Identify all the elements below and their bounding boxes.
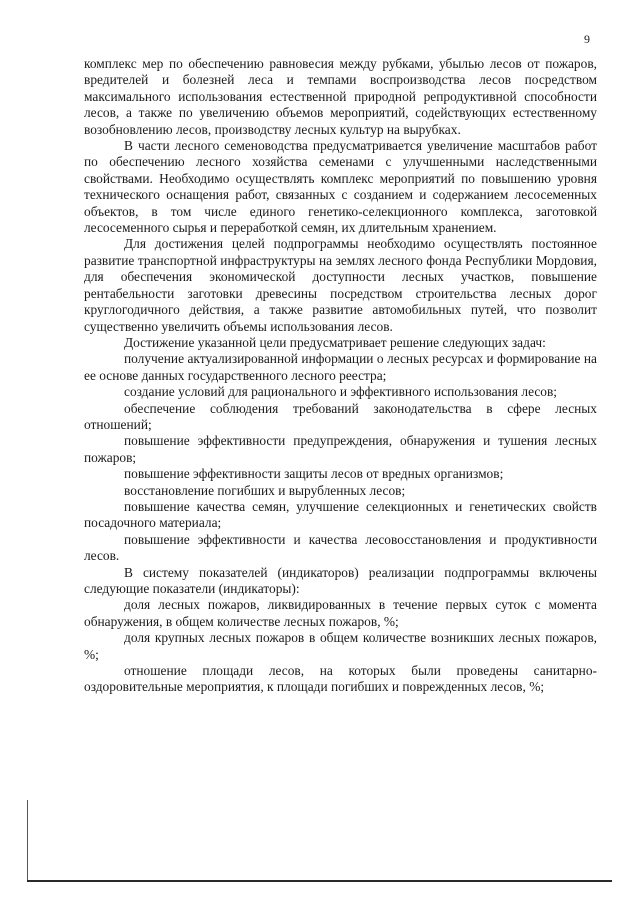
paragraph-seed-production: В части лесного семеноводства предусматривается увеличение масштабов работ по обеспечению лесного хозяйства семенами с улучшенными наследственными свойствами. Необходимо осуществлять комплекс мероприятий по повышению уровня технического оснащения работ, связанных с созданием и содержанием лесосеменных объектов, в том числе единого генетико-селекционного комплекса, заготовкой лесосеменного сырья и переработкой семян, их длительным хранением. <box>84 138 597 236</box>
task-item: обеспечение соблюдения требований законодательства в сфере лесных отношений; <box>84 400 597 432</box>
task-item: повышение эффективности предупреждения, обнаружения и тушения лесных пожаров; <box>84 433 597 465</box>
task-item: получение актуализированной информации о лесных ресурсах и формирование на ее основе данных государственного лесного реестра; <box>84 351 597 383</box>
scan-bottom-rule <box>27 880 612 882</box>
task-item: повышение эффективности и качества лесовосстановления и продуктивности лесов. <box>84 531 597 564</box>
indicator-item: доля крупных лесных пожаров в общем количестве возникших лесных пожаров, %; <box>84 630 597 662</box>
document-body <box>84 56 597 696</box>
task-item: повышение качества семян, улучшение селекционных и генетических свойств посадочного материала; <box>84 498 597 531</box>
task-item: создание условий для рационального и эффективного использования лесов; <box>124 384 558 400</box>
task-item: восстановление погибших и вырубленных лесов; <box>124 482 406 498</box>
paragraph-continuation: комплекс мер по обеспечению равновесия между рубками, убылью лесов от пожаров, вредителей и болезней леса и темпами воспроизводства лесов посредством максимального использования естественной природной репродуктивной способности лесов, а также по увеличению объемов мероприятий, содействующих естественному возобновлению лесов, производству лесных культур на вырубках. <box>84 56 597 137</box>
indicator-item: отношение площади лесов, на которых были проведены санитарно-оздоровительные мероприятия, к площади погибших и поврежденных лесов, %; <box>84 663 597 695</box>
page-number: 9 <box>584 32 590 46</box>
scan-margin-line <box>27 800 28 882</box>
paragraph-indicators-intro: В систему показателей (индикаторов) реализации подпрограммы включены следующие показатели (индикаторы): <box>84 564 597 596</box>
indicator-item: доля лесных пожаров, ликвидированных в течение первых суток с момента обнаружения, в общем количестве лесных пожаров, %; <box>84 597 597 629</box>
paragraph-transport-infrastructure: Для достижения целей подпрограммы необходимо осуществлять постоянное развитие транспортной инфраструктуры на землях лесного фонда Республики Мордовия, для обеспечения экономической доступности лесных участков, повышение рентабельности заготовки древесины посредством строительства лесных дорог круглогодичного действия, а также развитие автомобильных путей, что позволит существенно увеличить объемы использования лесов. <box>84 236 597 334</box>
task-item: повышение эффективности защиты лесов от вредных организмов; <box>124 466 504 482</box>
paragraph-tasks-intro: Достижение указанной цели предусматривает решение следующих задач: <box>124 334 546 350</box>
